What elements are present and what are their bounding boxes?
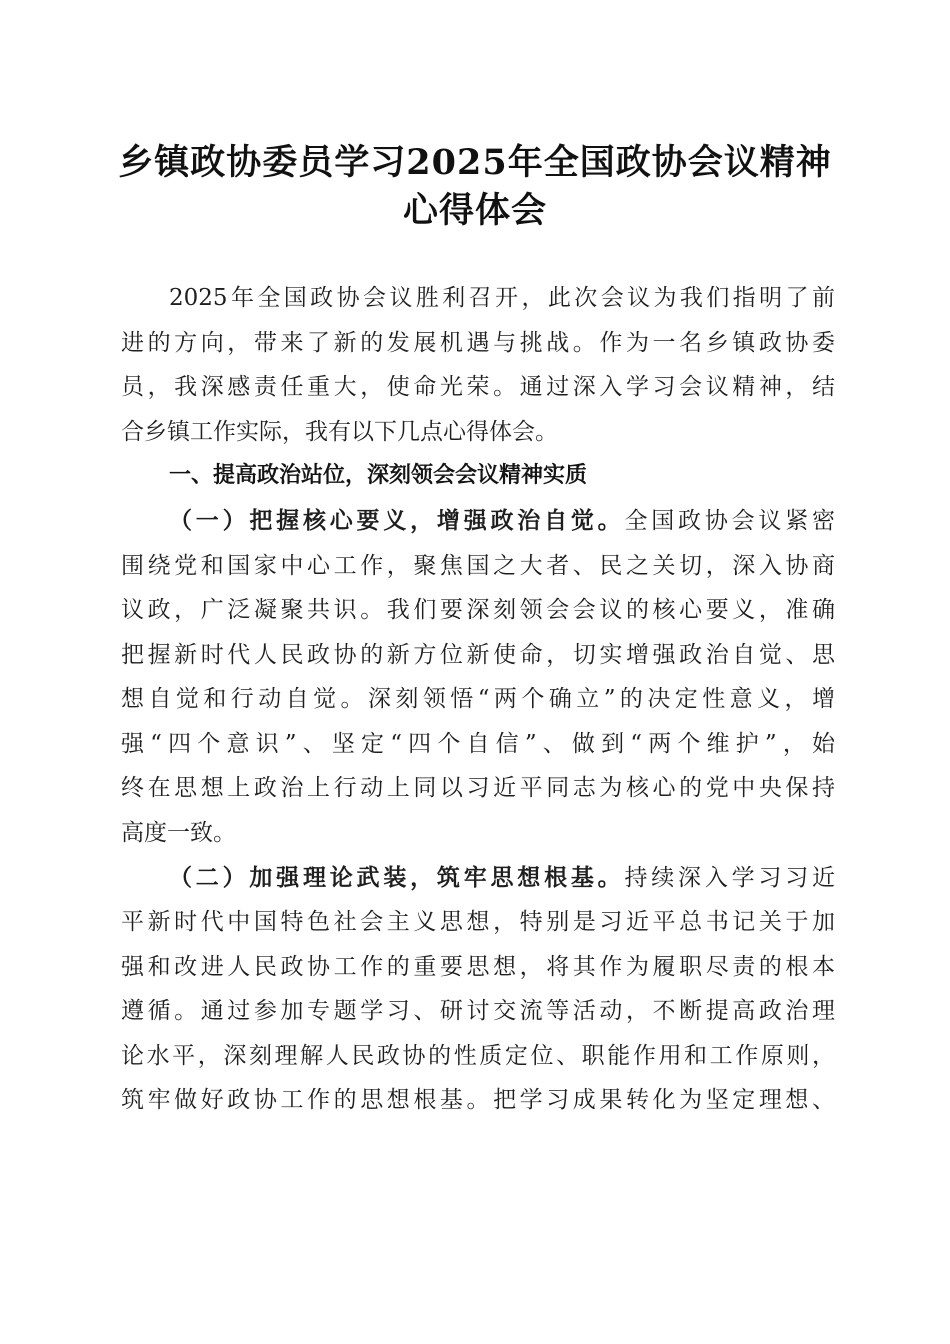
intro-line-2: 进的方向，带来了新的发展机遇与挑战。作为一名乡镇政协委 [121, 330, 835, 356]
para-2-line-4: 遵循。通过参加专题学习、研讨交流等活动，不断提高政治理 [121, 998, 835, 1024]
intro-line-3: 员，我深感责任重大，使命光荣。通过深入学习会议精神，结 [121, 374, 835, 400]
para-2-line-6: 筑牢做好政协工作的思想根基。把学习成果转化为坚定理想、 [121, 1087, 835, 1113]
para-1-line-2: 围绕党和国家中心工作，聚焦国之大者、民之关切，深入协商 [121, 553, 835, 579]
para-2-line-2: 平新时代中国特色社会主义思想，特别是习近平总书记关于加 [121, 909, 835, 935]
para-1-subheading: （一）把握核心要义，增强政治自觉。 [169, 507, 625, 534]
para-1-line-4: 把握新时代人民政协的新方位新使命，切实增强政治自觉、思 [121, 642, 835, 668]
para-1-line-3: 议政，广泛凝聚共识。我们要深刻领会会议的核心要义，准确 [121, 597, 835, 623]
section-1-heading: 一、提高政治站位，深刻领会会议精神实质 [169, 463, 588, 488]
para-2-line-1 [169, 855, 835, 901]
para-1-line-1 [169, 498, 835, 544]
para-2-line-3: 强和改进人民政协工作的重要思想，将其作为履职尽责的根本 [121, 954, 835, 980]
document-title-line-1: 乡镇政协委员学习2025年全国政协会议精神 [118, 142, 832, 183]
para-1-line-5: 想自觉和行动自觉。深刻领悟“两个确立”的决定性意义，增 [121, 686, 835, 712]
para-1-line-6: 强“四个意识”、坚定“四个自信”、做到“两个维护”，始 [121, 731, 835, 757]
para-1-line-7: 终在思想上政治上行动上同以习近平同志为核心的党中央保持 [121, 775, 835, 801]
para-2-line-1-text: 持续深入学习习近 [624, 865, 836, 891]
intro-line-4: 合乡镇工作实际，我有以下几点心得体会。 [121, 419, 558, 445]
document-title-line-2: 心得体会 [402, 190, 547, 231]
intro-line-1: 2025年全国政协会议胜利召开，此次会议为我们指明了前 [169, 285, 835, 311]
para-1-line-8: 高度一致。 [121, 820, 236, 846]
para-1-line-1-text: 全国政协会议紧密 [624, 508, 836, 534]
para-2-subheading: （二）加强理论武装，筑牢思想根基。 [169, 864, 625, 891]
para-2-line-5: 论水平，深刻理解人民政协的性质定位、职能作用和工作原则， [121, 1043, 835, 1069]
